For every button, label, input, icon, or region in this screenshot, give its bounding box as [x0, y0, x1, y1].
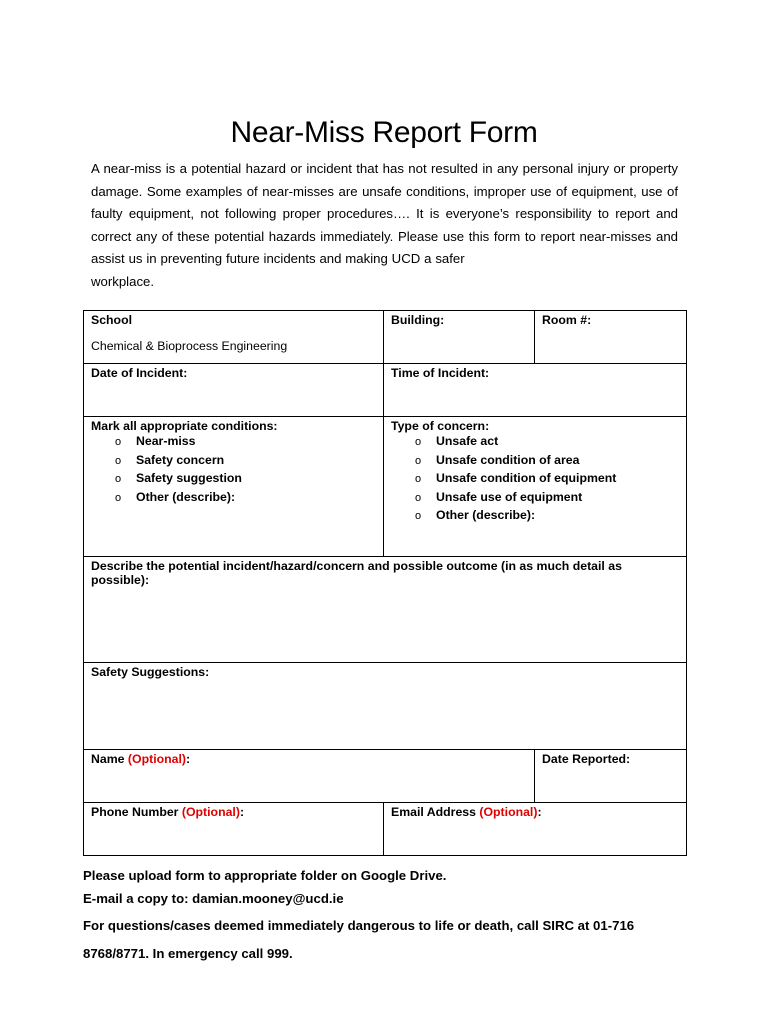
option-bullet: o [415, 454, 422, 467]
option-bullet: o [415, 510, 422, 523]
optional-tag: (Optional) [479, 805, 538, 819]
option-bullet: o [115, 473, 122, 486]
questions-line-2: 8768/8771. In emergency call 999. [83, 946, 293, 961]
condition-option[interactable]: o Near-miss [115, 433, 377, 452]
optional-tag: (Optional) [127, 752, 186, 766]
date-reported-field[interactable] [535, 750, 687, 803]
page-title: Near-Miss Report Form [230, 116, 538, 150]
concern-option[interactable]: o Unsafe condition of area [415, 452, 680, 471]
time-of-incident-label: Time of Incident: [391, 366, 490, 380]
phone-number-label: Phone Number [91, 805, 182, 819]
describe-incident-label: Describe the potential incident/hazard/concern and possible outcome (in as much detail as possible): [91, 559, 622, 587]
room-field[interactable] [535, 311, 687, 364]
email-copy-instruction: E-mail a copy to: damian.mooney@ucd.ie [83, 891, 344, 906]
concern-list [391, 433, 680, 526]
concern-cell [384, 417, 687, 557]
school-value: Chemical & Bioprocess Engineering [91, 339, 288, 353]
condition-option[interactable]: o Safety suggestion [115, 470, 377, 489]
concern-option[interactable]: o Unsafe act [415, 433, 680, 452]
concern-option[interactable]: o Other (describe): [415, 507, 680, 526]
intro-paragraph [91, 158, 678, 294]
questions-line-1: For questions/cases deemed immediately dangerous to life or death, call SIRC at 01-716 [83, 918, 635, 933]
conditions-list [91, 433, 377, 507]
name-label: Name [91, 752, 128, 766]
time-of-incident-field[interactable] [384, 364, 687, 417]
option-bullet: o [415, 473, 422, 486]
condition-option[interactable]: o Safety concern [115, 452, 377, 471]
school-cell[interactable] [84, 311, 384, 364]
intro-body: A near-miss is a potential hazard or incident that has not resulted in any personal injury or property damage. Some examples of near-misses are unsafe conditions, improper use of equipment, use of faulty equipment, not following proper procedures…. It is everyone’s responsibility to report and correct any of these potential hazards immediately. Please use this form to report near-misses and assist us in preventing future incidents and making UCD a safer [91, 161, 678, 267]
optional-tag: (Optional) [181, 805, 240, 819]
upload-instruction: Please upload form to appropriate folder on Google Drive. [83, 868, 447, 883]
condition-option[interactable]: o Other (describe): [115, 489, 377, 508]
phone-number-field[interactable]: Phone Number (Optional): [84, 803, 384, 856]
building-field[interactable] [384, 311, 535, 364]
conditions-heading: Mark all appropriate conditions: [91, 419, 278, 433]
name-field[interactable]: Name (Optional): [84, 750, 535, 803]
option-bullet: o [115, 491, 122, 504]
room-label: Room #: [542, 313, 592, 327]
option-bullet: o [115, 454, 122, 467]
concern-option[interactable]: o Unsafe use of equipment [415, 489, 680, 508]
concern-heading: Type of concern: [391, 419, 490, 433]
date-reported-label: Date Reported: [542, 752, 631, 766]
option-bullet: o [415, 491, 422, 504]
safety-suggestions-label: Safety Suggestions: [91, 665, 210, 679]
school-label: School [91, 313, 132, 327]
option-bullet: o [115, 436, 122, 448]
report-form-table [83, 310, 687, 856]
date-of-incident-field[interactable] [84, 364, 384, 417]
conditions-cell [84, 417, 384, 557]
building-label: Building: [391, 313, 445, 327]
intro-last-line: workplace. [91, 273, 155, 289]
email-address-label: Email Address [391, 805, 480, 819]
concern-option[interactable]: o Unsafe condition of equipment [415, 470, 680, 489]
option-bullet: o [415, 436, 422, 448]
safety-suggestions-field[interactable] [84, 663, 687, 750]
email-address-field[interactable]: Email Address (Optional): [384, 803, 687, 856]
describe-incident-field[interactable] [84, 557, 687, 663]
date-of-incident-label: Date of Incident: [91, 366, 188, 380]
